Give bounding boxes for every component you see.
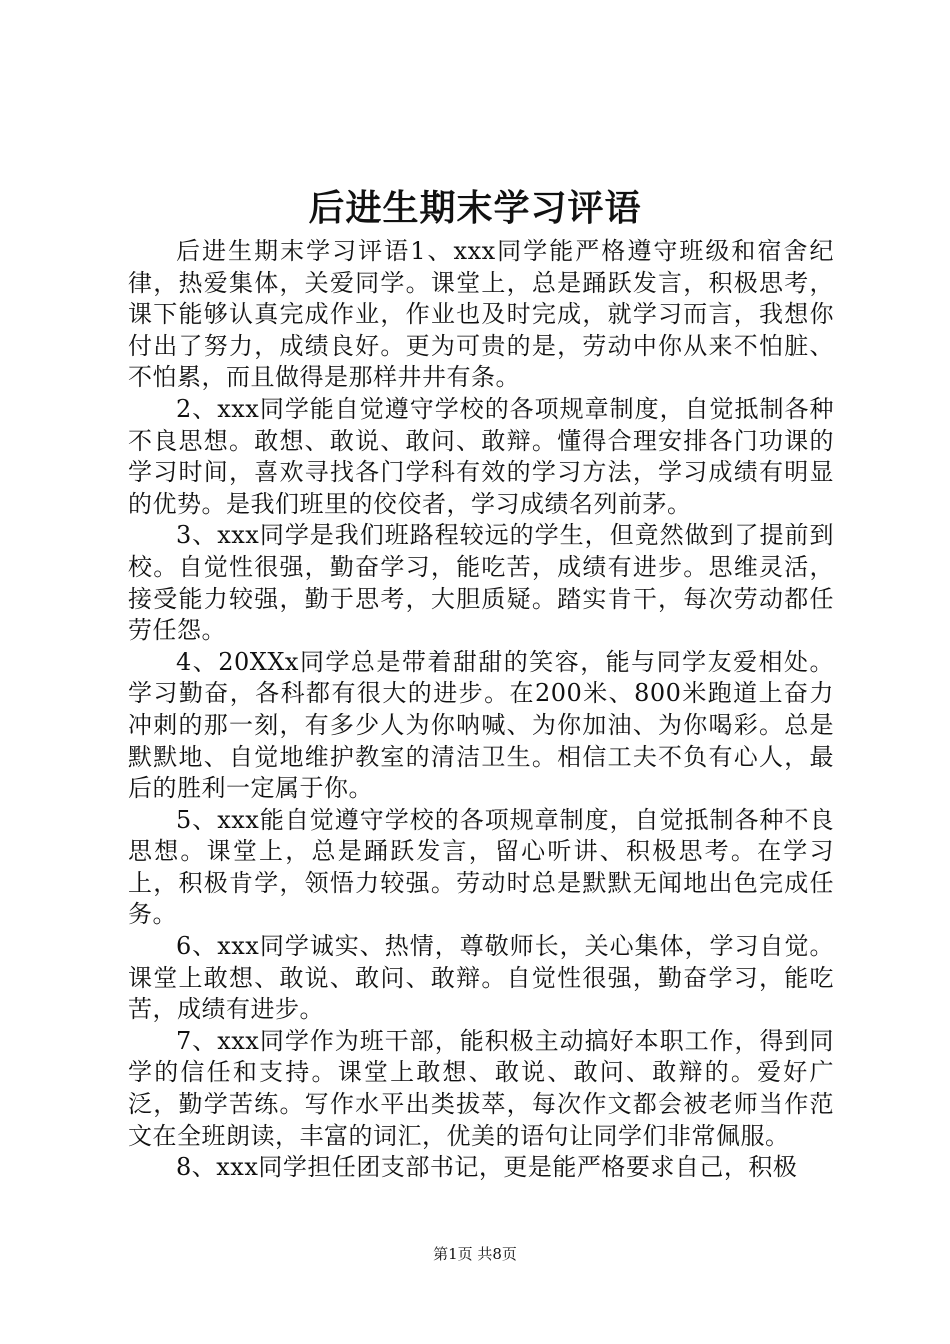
paragraph-2: 2、xxx同学能自觉遵守学校的各项规章制度，自觉抵制各种不良思想。敢想、敢说、敢问、敢辩。懂得合理安排各门功课的学习时间，喜欢寻找各门学科有效的学习方法，学习成绩有明显的优势。是我们班里的佼佼者，学习成绩名列前茅。: [128, 394, 834, 518]
paragraph-8: 8、xxx同学担任团支部书记，更是能严格要求自己，积极: [176, 1153, 798, 1182]
page-number-footer: 第1页 共8页: [433, 1245, 517, 1263]
paragraph-6: 6、xxx同学诚实、热情，尊敬师长，关心集体，学习自觉。课堂上敢想、敢说、敢问、敢辩。自觉性很强，勤奋学习，能吃苦，成绩有进步。: [128, 932, 834, 1024]
paragraph-4: 4、20XXx同学总是带着甜甜的笑容，能与同学友爱相处。学习勤奋，各科都有很大的进步。在200米、800米跑道上奋力冲刺的那一刻，有多少人为你呐喊、为你加油、为你喝彩。总是默默地、自觉地维护教室的清洁卫生。相信工夫不负有心人，最后的胜利一定属于你。: [128, 647, 834, 803]
paragraph-7: 7、xxx同学作为班干部，能积极主动搞好本职工作，得到同学的信任和支持。课堂上敢想、敢说、敢问、敢辩的。爱好广泛，勤学苦练。写作水平出类拔萃，每次作文都会被老师当作范文在全班朗读，丰富的词汇，优美的语句让同学们非常佩服。: [128, 1026, 834, 1150]
paragraph-1: 后进生期末学习评语1、xxx同学能严格遵守班级和宿舍纪律，热爱集体，关爱同学。课堂上，总是踊跃发言，积极思考，课下能够认真完成作业，作业也及时完成，就学习而言，我想你付出了努力，成绩良好。更为可贵的是，劳动中你从来不怕脏、不怕累，而且做得是那样井井有条。: [128, 237, 834, 392]
paragraph-3: 3、xxx同学是我们班路程较远的学生，但竟然做到了提前到校。自觉性很强，勤奋学习，能吃苦，成绩有进步。思维灵活，接受能力较强，勤于思考，大胆质疑。踏实肯干，每次劳动都任劳任怨。: [128, 521, 834, 645]
document-body: [128, 236, 834, 1184]
paragraph-5: 5、xxx能自觉遵守学校的各项规章制度，自觉抵制各种不良思想。课堂上，总是踊跃发言，留心听讲、积极思考。在学习上，积极肯学，领悟力较强。劳动时总是默默无闻地出色完成任务。: [128, 805, 834, 929]
document-title: 后进生期末学习评语: [308, 187, 642, 229]
